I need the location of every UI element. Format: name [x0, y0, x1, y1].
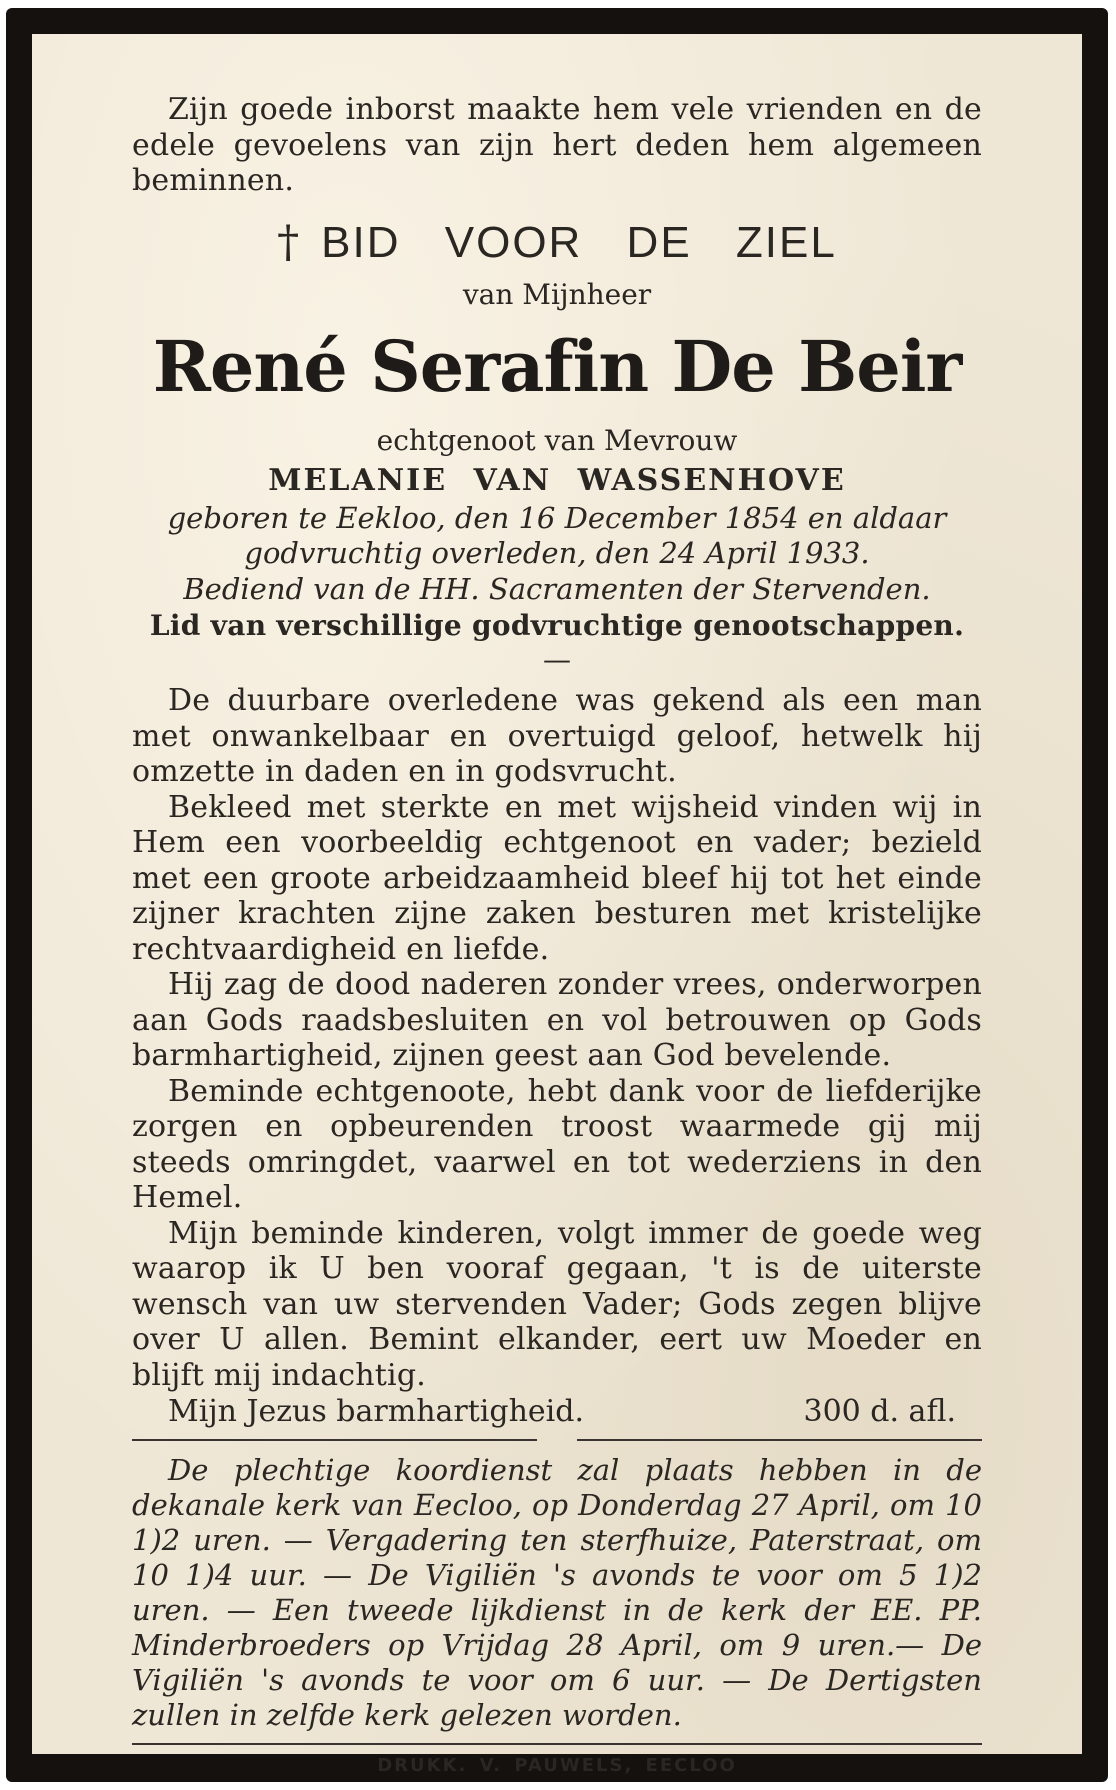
intro-text: Zijn goede inborst maakte hem vele vrienden en de edele gevoelens van zijn hert deden hem algemeen beminnen. [132, 92, 982, 198]
prayer-text: Mijn Jezus barmhartigheid. [168, 1394, 585, 1429]
body-paragraphs [132, 683, 982, 1393]
van-mijnheer: van Mijnheer [462, 277, 652, 311]
arrangements-text: De plechtige koordienst zal plaats hebben in de dekanale kerk van Eecloo, op Donderdag 27 April, om 10 1)2 uren. — Vergadering ten sterfhuize, Paterstraat, om 10 1)4 uur. — De Vigiliën 's avonds te voor om 5 1)2 uren. — Een tweede lijkdienst in de kerk der EE. PP. Minderbroeders op Vrijdag 28 April, om 9 uren.— De Vigiliën 's avonds te voor om 6 uur. — De Dertigsten zullen in zelfde kerk gelezen worden. [132, 1453, 982, 1732]
divider [132, 1743, 982, 1745]
card-content [132, 92, 982, 1776]
printer-credit: DRUKK. V. PAUWELS, EECLOO [377, 1755, 737, 1776]
memorial-card [6, 8, 1108, 1782]
heading [132, 213, 982, 273]
membership-text: Lid van verschillige godvruchtige genootschappen. [149, 609, 965, 642]
deceased-name: René Serafin De Beir [152, 324, 962, 408]
spouse-name: MELANIE VAN WASSENHOVE [268, 462, 846, 498]
prayer-line [132, 1393, 982, 1431]
paragraph: De duurbare overledene was gekend als een man met onwankelbaar en overtuigd geloof, hetwelk hij omzette in daden en in godsvrucht. [132, 683, 982, 789]
divider [132, 1439, 982, 1441]
paragraph: Mijn beminde kinderen, volgt immer de goede weg waarop ik U ben vooraf gegaan, 't is de uiterste wensch van uw stervenden Vader; Gods zegen blijve over U allen. Bemint elkander, eert uw Moeder en blijft mij indachtig. [132, 1215, 982, 1393]
sacraments-text: Bediend van de HH. Sacramenten der Stervenden. [183, 571, 931, 606]
spouse-label: echtgenoot van Mevrouw [376, 423, 738, 457]
paragraph: Hij zag de dood naderen zonder vrees, onderworpen aan Gods raadsbesluiten en vol betrouwen op Gods barmhartigheid, zijnen geest aan God bevelende. [132, 967, 982, 1073]
paragraph: Bekleed met sterkte en met wijsheid vinden wij in Hem een voorbeeldig echtgenoot en vader; bezield met een groote arbeidzaamheid bleef hij tot het einde zijner krachten zijne zaken besturen met kristelijke rechtvaardigheid en liefde. [132, 789, 982, 967]
heading-text: BID VOOR DE ZIEL [321, 217, 837, 267]
separator-dash: — [543, 643, 571, 676]
birth-death-text: geboren te Eekloo, den 16 December 1854 en aldaar godvruchtig overleden, den 24 April 1933. [167, 500, 947, 570]
paragraph: Beminde echtgenoote, hebt dank voor de liefderijke zorgen en opbeurenden troost waarmede gij mij steeds omringdet, vaarwel en tot wederziens in den Hemel. [132, 1073, 982, 1215]
indulgence-text: 300 d. afl. [803, 1394, 956, 1429]
cross-icon: † [277, 216, 302, 268]
card-paper [32, 34, 1082, 1776]
